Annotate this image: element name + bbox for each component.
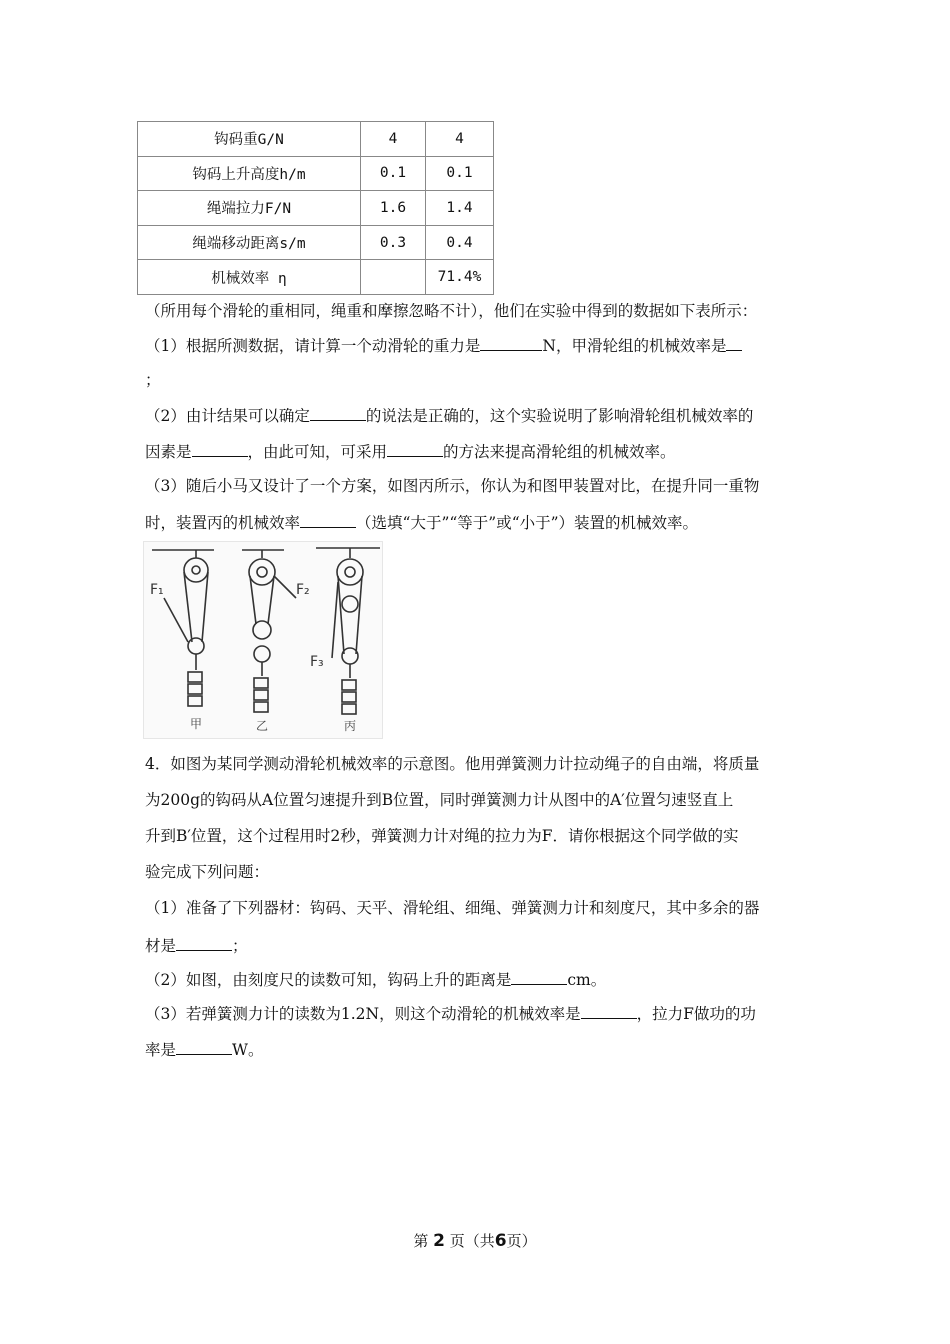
label-f3: F₃ xyxy=(310,654,324,670)
answer-blank[interactable] xyxy=(480,334,542,351)
label-f1: F₁ xyxy=(150,582,164,598)
table-row xyxy=(138,191,494,226)
q4-line1: 4．如图为某同学测动滑轮机械效率的示意图。他用弹簧测力计拉动绳子的自由端，将质量 xyxy=(145,755,760,773)
answer-blank[interactable] xyxy=(192,440,248,457)
answer-blank[interactable] xyxy=(511,968,567,985)
data-table xyxy=(137,121,494,295)
cell-value: 0.1 xyxy=(361,156,426,191)
cell-value: 0.1 xyxy=(426,156,494,191)
answer-blank[interactable] xyxy=(726,334,742,351)
q4-line4: 验完成下列问题： xyxy=(145,863,270,881)
q4-part3-cont: 率是 W。 xyxy=(145,1038,263,1060)
page-number: 2 xyxy=(433,1231,445,1251)
q4-part1: （1）准备了下列器材：钩码、天平、滑轮组、细绳、弹簧测力计和刻度尺，其中多余的器 xyxy=(145,899,760,917)
table-row xyxy=(138,260,494,295)
cell-value xyxy=(361,260,426,295)
total-pages: 6 xyxy=(494,1231,507,1251)
row-label: 机械效率 η xyxy=(138,260,361,295)
table-row xyxy=(138,225,494,260)
label-bing: 丙 xyxy=(344,719,357,733)
q4-part2: （2）如图，由刻度尺的读数可知，钩码上升的距离是 cm。 xyxy=(145,968,606,990)
cell-value: 1.4 xyxy=(426,191,494,226)
label-f2: F₂ xyxy=(296,582,310,598)
answer-blank[interactable] xyxy=(176,1038,232,1055)
table-row xyxy=(138,156,494,191)
cell-value: 0.3 xyxy=(361,225,426,260)
answer-blank[interactable] xyxy=(176,934,232,951)
cell-value: 71.4% xyxy=(426,260,494,295)
label-yi: 乙 xyxy=(256,719,269,733)
answer-blank[interactable] xyxy=(300,511,356,528)
row-label: 钩码重G/N xyxy=(138,122,361,157)
label-jia: 甲 xyxy=(190,717,203,731)
q3-part1-end: ； xyxy=(145,371,161,389)
q4-line3: 升到B′位置，这个过程用时2秒，弹簧测力计对绳的拉力为F．请你根据这个同学做的实 xyxy=(145,827,739,845)
cell-value: 4 xyxy=(361,122,426,157)
q3-part3: （3）随后小马又设计了一个方案，如图丙所示，你认为和图甲装置对比，在提升同一重物 xyxy=(145,477,760,495)
answer-blank[interactable] xyxy=(581,1002,637,1019)
page-footer: 第 2 页（共6页） xyxy=(413,1231,537,1251)
q3-intro: （所用每个滑轮的重相同，绳重和摩擦忽略不计），他们在实验中得到的数据如下表所示： xyxy=(145,302,758,320)
answer-blank[interactable] xyxy=(310,404,366,421)
q3-part2: （2）由计结果可以确定 的说法是正确的，这个实验说明了影响滑轮组机械效率的 xyxy=(145,404,753,426)
cell-value: 0.4 xyxy=(426,225,494,260)
table-row xyxy=(138,122,494,157)
q3-part1: （1）根据所测数据，请计算一个动滑轮的重力是 N，甲滑轮组的机械效率是 xyxy=(145,334,742,356)
q4-part3: （3）若弹簧测力计的读数为1.2N，则这个动滑轮的机械效率是 ，拉力F做功的功 xyxy=(145,1002,756,1024)
pulley-diagram xyxy=(144,542,382,738)
pulley-figure xyxy=(143,541,383,739)
cell-value: 1.6 xyxy=(361,191,426,226)
row-label: 钩码上升高度h/m xyxy=(138,156,361,191)
cell-value: 4 xyxy=(426,122,494,157)
answer-blank[interactable] xyxy=(387,440,443,457)
q4-line2: 为200g的钩码从A位置匀速提升到B位置，同时弹簧测力计从图中的A′位置匀速竖直上 xyxy=(145,791,734,809)
row-label: 绳端移动距离s/m xyxy=(138,225,361,260)
row-label: 绳端拉力F/N xyxy=(138,191,361,226)
q3-part3-cont: 时，装置丙的机械效率 （选填“大于”“等于”或“小于”）装置的机械效率。 xyxy=(145,511,698,533)
q3-part2-cont: 因素是 ，由此可知，可采用 的方法来提高滑轮组的机械效率。 xyxy=(145,440,676,462)
q4-part1-cont: 材是 ； xyxy=(145,934,248,956)
